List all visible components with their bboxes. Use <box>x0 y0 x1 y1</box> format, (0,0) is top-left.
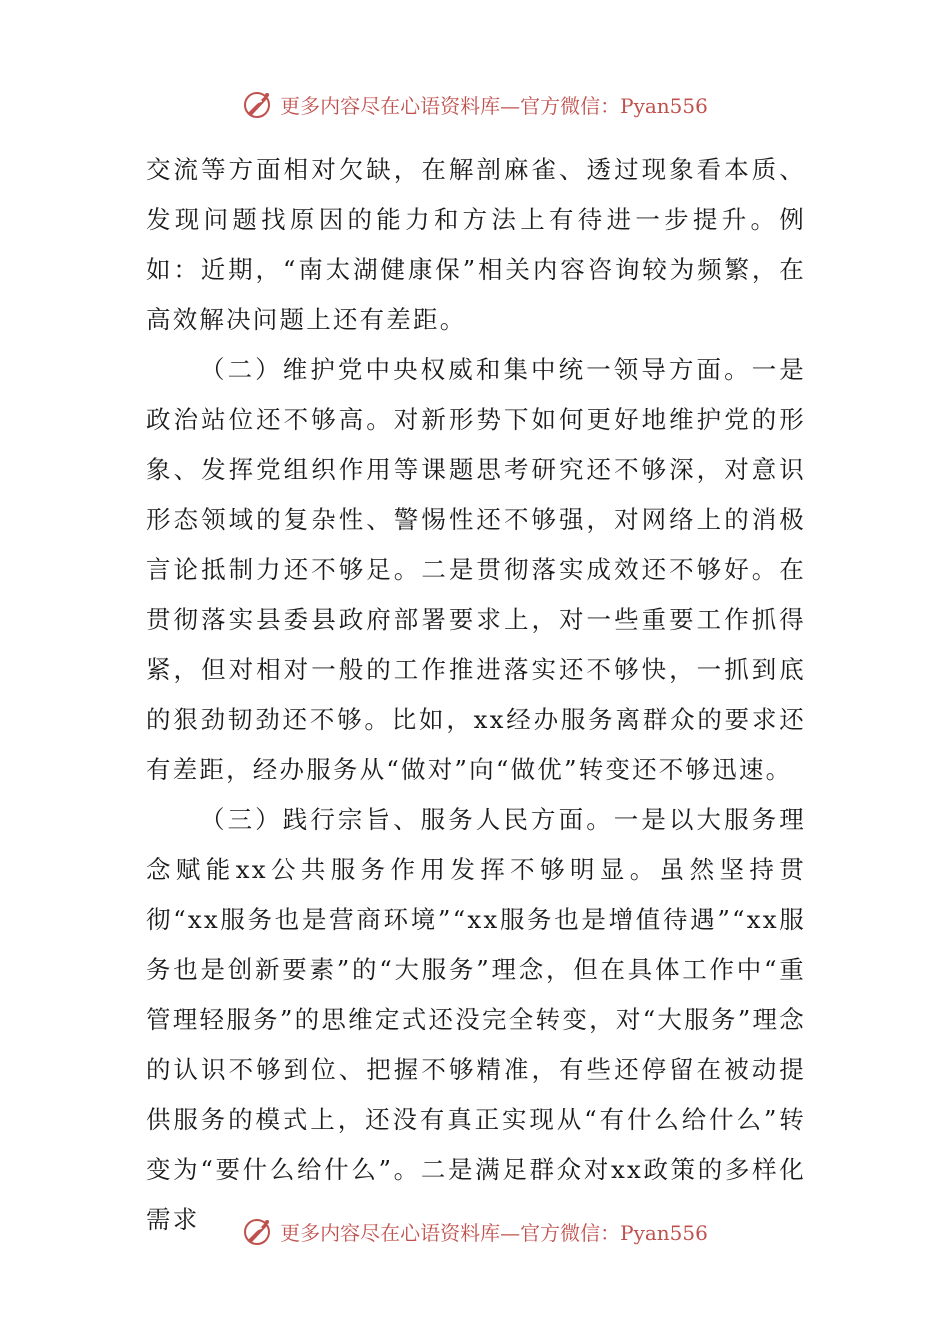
banner-text: 更多内容尽在心语资料库—官方微信：Pyan556 <box>280 1220 708 1245</box>
document-body <box>146 145 806 1245</box>
paragraph-section-three: （三）践行宗旨、服务人民方面。一是以大服务理念赋能xx公共服务作用发挥不够明显。虽然坚持贯彻“xx服务也是营商环境”“xx服务也是增值待遇”“xx服务也是创新要素”的“大服务”理念，但在具体工作中“重管理轻服务”的思维定式还没完全转变，对“大服务”理念的认识不够到位、把握不够精准，有些还停留在被动提供服务的模式上，还没有真正实现从“有什么给什么”转变为“要什么给什么”。二是满足群众对xx政策的多样化需求 <box>146 805 806 1234</box>
paragraph-continuation: 交流等方面相对欠缺，在解剖麻雀、透过现象看本质、发现问题找原因的能力和方法上有待进一步提升。例如：近期，“南太湖健康保”相关内容咨询较为频繁，在高效解决问题上还有差距。 <box>146 155 806 334</box>
footer-banner <box>0 1211 950 1251</box>
header-banner <box>0 84 950 124</box>
banner-text: 更多内容尽在心语资料库—官方微信：Pyan556 <box>280 93 708 118</box>
paragraph-section-two: （二）维护党中央权威和集中统一领导方面。一是政治站位还不够高。对新形势下如何更好地维护党的形象、发挥党组织作用等课题思考研究还不够深，对意识形态领域的复杂性、警惕性还不够强，对网络上的消极言论抵制力还不够足。二是贯彻落实成效还不够好。在贯彻落实县委县政府部署要求上，对一些重要工作抓得紧，但对相对一般的工作推进落实还不够快，一抓到底的狠劲韧劲还不够。比如，xx经办服务离群众的要求还有差距，经办服务从“做对”向“做优”转变还不够迅速。 <box>146 355 806 784</box>
pen-nib-logo-icon <box>242 1214 276 1248</box>
pen-nib-logo-icon <box>242 87 276 121</box>
